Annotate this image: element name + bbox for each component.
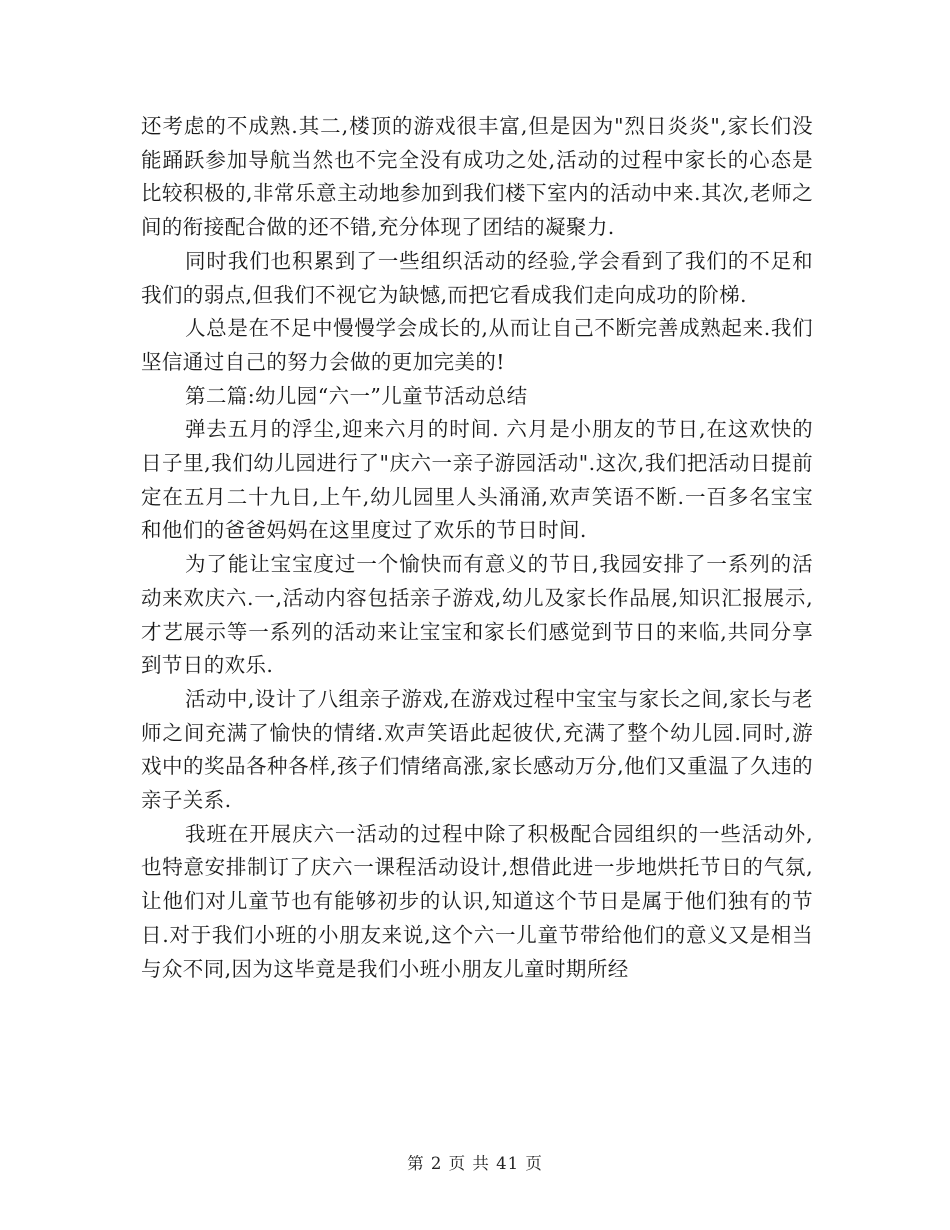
paragraph-class-plan: 我班在开展庆六一活动的过程中除了积极配合园组织的一些活动外,也特意安排制订了庆六一课程活动设计,想借此进一步地烘托节日的气氛,让他们对儿童节也有能够初步的认识,知道这个节日是属于他们独有的节日.对于我们小班的小朋友来说,这个六一儿童节带给他们的意义又是相当与众不同,因为这毕竟是我们小班小朋友儿童时期所经: [141, 821, 813, 981]
document-body: [141, 110, 813, 986]
paragraph-activities: 为了能让宝宝度过一个愉快而有意义的节日,我园安排了一系列的活动来欢庆六.一,活动内容包括亲子游戏,幼儿及家长作品展,知识汇报展示,才艺展示等一系列的活动来让宝宝和家长们感觉到节日的来临,共同分享到节日的欢乐.: [141, 552, 813, 678]
page-footer: 第 2 页 共 41 页: [407, 1154, 543, 1173]
paragraph-games: 活动中,设计了八组亲子游戏,在游戏过程中宝宝与家长之间,家长与老师之间充满了愉快的情绪.欢声笑语此起彼伏,充满了整个幼儿园.同时,游戏中的奖品各种各样,孩子们情绪高涨,家长感动万分,他们又重温了久违的亲子关系.: [141, 686, 813, 813]
paragraph-june-intro: 弹去五月的浮尘,迎来六月的时间. 六月是小朋友的节日,在这欢快的日子里,我们幼儿园进行了"庆六一亲子游园活动".这次,我们把活动日提前定在五月二十九日,上午,幼儿园里人头涌涌,欢声笑语不断.一百多名宝宝和他们的爸爸妈妈在这里度过了欢乐的节日时间.: [141, 417, 813, 543]
paragraph-growth: 人总是在不足中慢慢学会成长的,从而让自己不断完善成熟起来.我们坚信通过自己的努力会做的更加完美的!: [141, 316, 813, 374]
paragraph-continuation: 还考虑的不成熟.其二,楼顶的游戏很丰富,但是因为"烈日炎炎",家长们没能踊跃参加导航当然也不完全没有成功之处,活动的过程中家长的心态是比较积极的,非常乐意主动地参加到我们楼下室内的活动中来.其次,老师之间的衔接配合做的还不错,充分体现了团结的凝聚力.: [141, 114, 813, 240]
paragraph-experience: 同时我们也积累到了一些组织活动的经验,学会看到了我们的不足和我们的弱点,但我们不视它为缺憾,而把它看成我们走向成功的阶梯.: [141, 248, 813, 307]
section-heading: 第二篇:幼儿园“六一”儿童节活动总结: [185, 383, 528, 408]
